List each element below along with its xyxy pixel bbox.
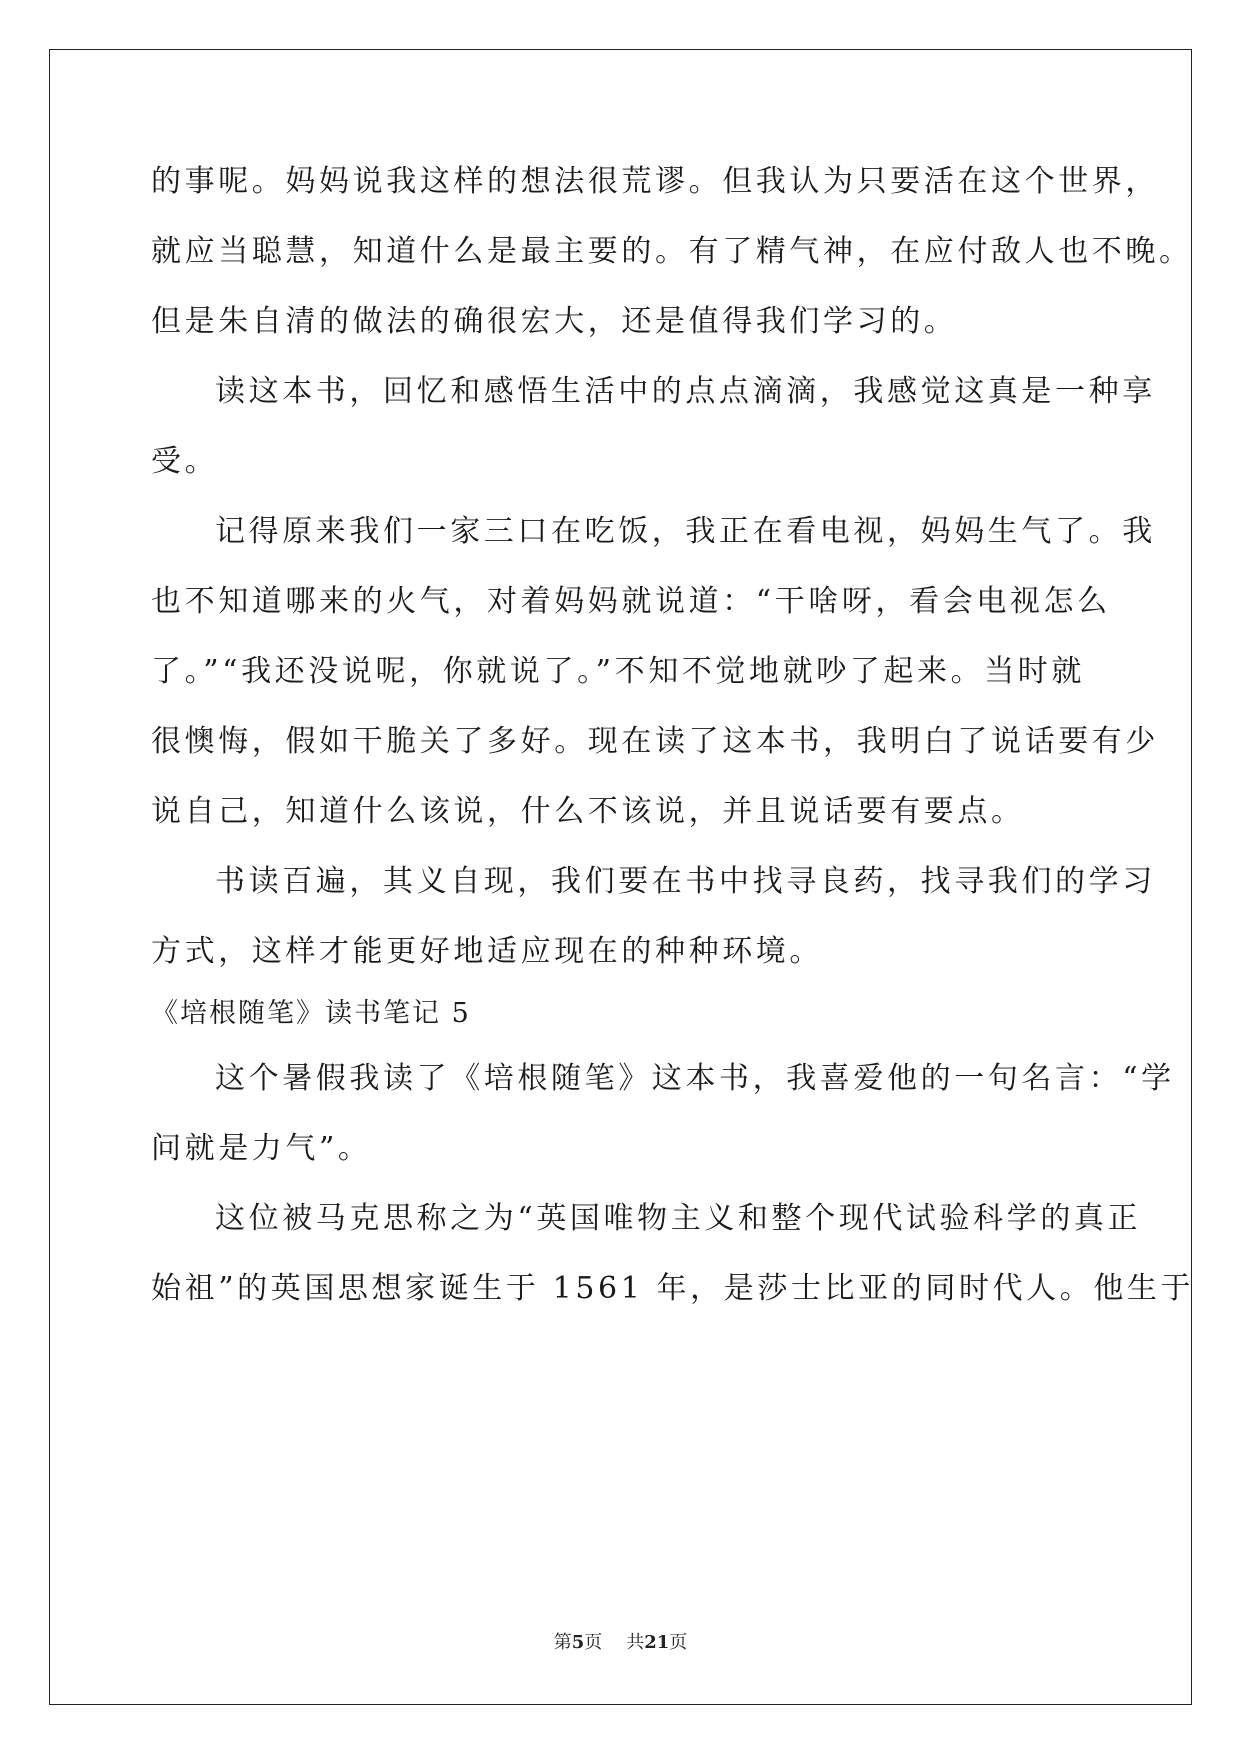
text-line: 也不知道哪来的火气，对着妈妈就说道：“干啥呀，看会电视怎么 bbox=[151, 584, 1111, 619]
text-line: 书读百遍，其义自现，我们要在书中找寻良药，找寻我们的学习 bbox=[215, 864, 1156, 899]
text-line: 始祖”的英国思想家诞生于 1561 年，是莎士比亚的同时代人。他生于 bbox=[151, 1271, 1195, 1306]
footer-page-prefix: 第 bbox=[553, 1632, 572, 1653]
footer-total-suffix: 页 bbox=[669, 1632, 688, 1653]
footer-total-pages: 21 bbox=[644, 1632, 670, 1653]
text-line: 这位被马克思称之为“英国唯物主义和整个现代试验科学的真正 bbox=[215, 1201, 1142, 1236]
text-line: 记得原来我们一家三口在吃饭，我正在看电视，妈妈生气了。我 bbox=[215, 514, 1156, 549]
text-line: 很懊悔，假如干脆关了多好。现在读了这本书，我明白了说话要有少 bbox=[151, 724, 1159, 759]
text-line: 但是朱自清的做法的确很宏大，还是值得我们学习的。 bbox=[151, 304, 958, 339]
section-heading: 《培根随笔》读书笔记 5 bbox=[151, 998, 471, 1029]
text-line: 读这本书，回忆和感悟生活中的点点滴滴，我感觉这真是一种享 bbox=[215, 374, 1156, 409]
footer-page-number: 5 bbox=[571, 1632, 585, 1653]
text-line: 方式，这样才能更好地适应现在的种种环境。 bbox=[151, 934, 823, 969]
page-footer bbox=[0, 1631, 1241, 1655]
text-line: 这个暑假我读了《培根随笔》这本书，我喜爱他的一句名言：“学 bbox=[215, 1061, 1175, 1096]
footer-total-prefix: 共 bbox=[626, 1632, 645, 1653]
footer-page-suffix: 页 bbox=[584, 1632, 603, 1653]
text-line: 受。 bbox=[151, 444, 219, 479]
text-line: 说自己，知道什么该说，什么不该说，并且说话要有要点。 bbox=[151, 794, 1025, 829]
text-line: 就应当聪慧，知道什么是最主要的。有了精气神，在应付敌人也不晚。 bbox=[151, 234, 1193, 269]
text-line: 的事呢。妈妈说我这样的想法很荒谬。但我认为只要活在这个世界， bbox=[151, 164, 1159, 199]
text-line: 了。”“我还没说呢，你就说了。”不知不觉地就吵了起来。当时就 bbox=[151, 654, 1086, 689]
text-line: 问就是力气”。 bbox=[151, 1131, 372, 1166]
